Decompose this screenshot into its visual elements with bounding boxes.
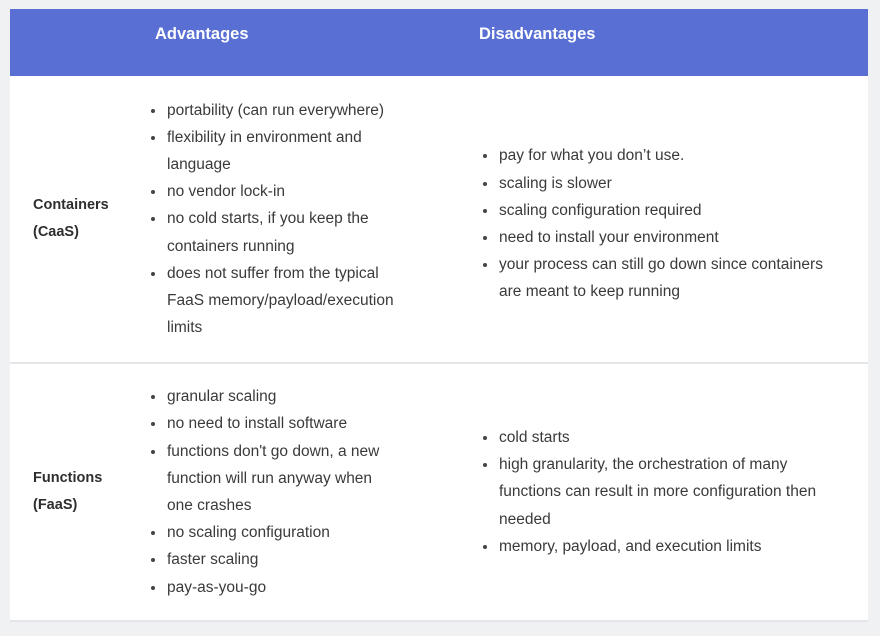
row-header-sublabel: (FaaS) <box>33 497 78 513</box>
header-disadvantages: Disadvantages <box>479 25 596 43</box>
row-header-label: Containers <box>33 197 109 213</box>
list-item: pay-as-you-go <box>147 574 397 601</box>
row-header-functions <box>10 363 147 621</box>
table-row-functions <box>10 363 868 621</box>
list-item: need to install your environment <box>479 224 829 251</box>
comparison-table-wrapper <box>10 9 868 622</box>
list-item: flexibility in environment and language <box>147 124 397 178</box>
list-item: no scaling configuration <box>147 519 397 546</box>
comparison-table <box>10 9 868 622</box>
list-item: faster scaling <box>147 546 397 573</box>
row-header-sublabel: (CaaS) <box>33 224 79 240</box>
list-item: scaling configuration required <box>479 197 829 224</box>
header-empty-cell <box>10 9 147 76</box>
containers-advantages-cell <box>147 76 470 363</box>
containers-disadvantages-list <box>479 142 829 305</box>
list-item: no need to install software <box>147 410 397 437</box>
list-item: does not suffer from the typical FaaS memory/payload/execution limits <box>147 260 397 342</box>
containers-advantages-list <box>147 97 397 342</box>
list-item: no cold starts, if you keep the containers running <box>147 205 397 259</box>
list-item: your process can still go down since containers are meant to keep running <box>479 251 829 305</box>
table-row-containers <box>10 76 868 363</box>
header-advantages: Advantages <box>155 25 249 43</box>
row-header-label: Functions <box>33 470 103 486</box>
header-row <box>10 9 868 76</box>
list-item: portability (can run everywhere) <box>147 97 397 124</box>
list-item: high granularity, the orchestration of many functions can result in more configuration then needed <box>479 451 829 533</box>
functions-disadvantages-cell <box>470 363 868 621</box>
list-item: granular scaling <box>147 383 397 410</box>
functions-advantages-cell <box>147 363 470 621</box>
list-item: pay for what you don’t use. <box>479 142 829 169</box>
list-item: scaling is slower <box>479 170 829 197</box>
row-header-containers <box>10 76 147 363</box>
list-item: no vendor lock-in <box>147 178 397 205</box>
containers-disadvantages-cell <box>470 76 868 363</box>
functions-advantages-list <box>147 383 397 601</box>
table-header <box>10 9 868 76</box>
list-item: cold starts <box>479 424 829 451</box>
functions-disadvantages-list <box>479 424 829 560</box>
list-item: memory, payload, and execution limits <box>479 533 829 560</box>
list-item: functions don't go down, a new function will run anyway when one crashes <box>147 438 397 520</box>
